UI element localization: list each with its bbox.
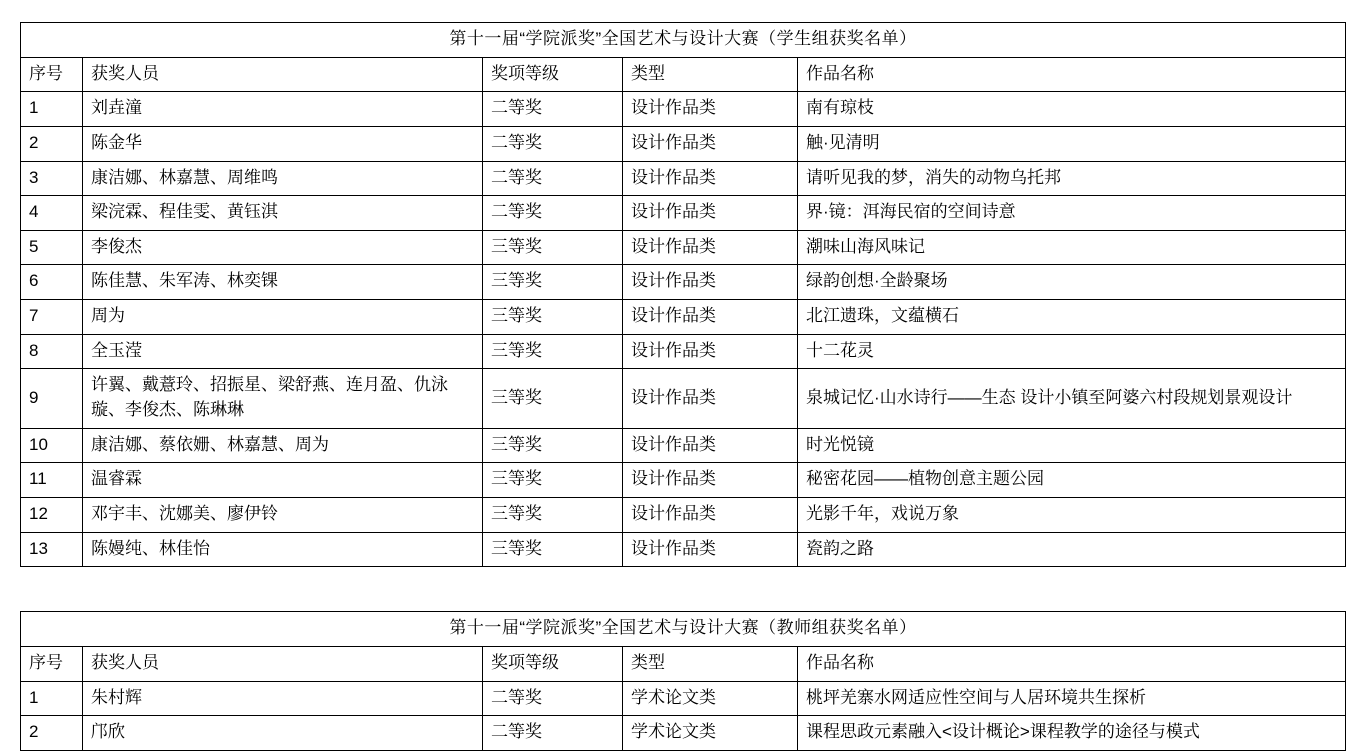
cell-no: 1 — [21, 681, 83, 716]
table-title: 第十一届“学院派奖”全国艺术与设计大赛（教师组获奖名单） — [21, 612, 1346, 647]
cell-no: 1 — [21, 92, 83, 127]
cell-level: 三等奖 — [483, 369, 623, 428]
cell-no: 4 — [21, 196, 83, 231]
cell-no: 2 — [21, 716, 83, 751]
table-row — [21, 716, 1346, 751]
cell-type: 设计作品类 — [623, 497, 798, 532]
cell-work: 界·镜：洱海民宿的空间诗意 — [798, 196, 1346, 231]
cell-no: 9 — [21, 369, 83, 428]
cell-work: 光影千年，戏说万象 — [798, 497, 1346, 532]
cell-work: 泉城记忆·山水诗行——生态 设计小镇至阿婆六村段规划景观设计 — [798, 369, 1346, 428]
column-header-work: 作品名称 — [798, 57, 1346, 92]
cell-winner: 邝欣 — [83, 716, 483, 751]
cell-winner: 刘垚潼 — [83, 92, 483, 127]
cell-winner: 温睿霖 — [83, 463, 483, 498]
table-row — [21, 265, 1346, 300]
cell-work: 十二花灵 — [798, 334, 1346, 369]
cell-no: 12 — [21, 497, 83, 532]
cell-no: 7 — [21, 300, 83, 335]
cell-type: 设计作品类 — [623, 428, 798, 463]
table-header-row — [21, 646, 1346, 681]
cell-winner: 邓宇丰、沈娜美、廖伊铃 — [83, 497, 483, 532]
cell-level: 三等奖 — [483, 265, 623, 300]
cell-type: 设计作品类 — [623, 196, 798, 231]
table-title-row — [21, 23, 1346, 58]
cell-level: 二等奖 — [483, 92, 623, 127]
cell-winner: 康洁娜、蔡依姗、林嘉慧、周为 — [83, 428, 483, 463]
cell-winner: 梁浣霖、程佳雯、黄钰淇 — [83, 196, 483, 231]
cell-winner: 许翼、戴薏玲、招振星、梁舒燕、连月盈、仇泳璇、李俊杰、陈琳琳 — [83, 369, 483, 428]
table-row — [21, 681, 1346, 716]
cell-winner: 康洁娜、林嘉慧、周维鸣 — [83, 161, 483, 196]
cell-work: 课程思政元素融入<设计概论>课程教学的途径与模式 — [798, 716, 1346, 751]
cell-level: 二等奖 — [483, 681, 623, 716]
cell-winner: 陈嫚纯、林佳怡 — [83, 532, 483, 567]
cell-type: 设计作品类 — [623, 230, 798, 265]
column-header-work: 作品名称 — [798, 646, 1346, 681]
cell-winner: 陈金华 — [83, 126, 483, 161]
cell-work: 潮味山海风味记 — [798, 230, 1346, 265]
cell-level: 二等奖 — [483, 196, 623, 231]
cell-work: 秘密花园——植物创意主题公园 — [798, 463, 1346, 498]
cell-type: 学术论文类 — [623, 681, 798, 716]
column-header-type: 类型 — [623, 57, 798, 92]
table-row — [21, 126, 1346, 161]
cell-work: 触·见清明 — [798, 126, 1346, 161]
column-header-level: 奖项等级 — [483, 57, 623, 92]
cell-winner: 全玉滢 — [83, 334, 483, 369]
cell-type: 设计作品类 — [623, 126, 798, 161]
cell-type: 设计作品类 — [623, 265, 798, 300]
cell-type: 设计作品类 — [623, 463, 798, 498]
cell-winner: 朱村辉 — [83, 681, 483, 716]
column-header-winner: 获奖人员 — [83, 57, 483, 92]
teacher-award-table — [20, 611, 1346, 751]
cell-no: 8 — [21, 334, 83, 369]
table-row — [21, 230, 1346, 265]
cell-no: 11 — [21, 463, 83, 498]
cell-level: 三等奖 — [483, 230, 623, 265]
table-row — [21, 161, 1346, 196]
cell-work: 桃坪羌寨水网适应性空间与人居环境共生探析 — [798, 681, 1346, 716]
cell-work: 瓷韵之路 — [798, 532, 1346, 567]
table-gap — [20, 567, 1346, 611]
table-row — [21, 497, 1346, 532]
cell-level: 三等奖 — [483, 497, 623, 532]
cell-no: 5 — [21, 230, 83, 265]
cell-work: 南有琼枝 — [798, 92, 1346, 127]
cell-level: 三等奖 — [483, 428, 623, 463]
cell-work: 北江遗珠，文蕴横石 — [798, 300, 1346, 335]
cell-level: 二等奖 — [483, 716, 623, 751]
table-row — [21, 369, 1346, 428]
cell-type: 设计作品类 — [623, 532, 798, 567]
cell-type: 设计作品类 — [623, 369, 798, 428]
table-row — [21, 300, 1346, 335]
table-title-row — [21, 612, 1346, 647]
table-row — [21, 532, 1346, 567]
cell-work: 绿韵创想·全龄聚场 — [798, 265, 1346, 300]
cell-work: 时光悦镜 — [798, 428, 1346, 463]
cell-winner: 陈佳慧、朱军涛、林奕锞 — [83, 265, 483, 300]
cell-type: 学术论文类 — [623, 716, 798, 751]
cell-level: 二等奖 — [483, 126, 623, 161]
cell-no: 10 — [21, 428, 83, 463]
column-header-winner: 获奖人员 — [83, 646, 483, 681]
cell-level: 三等奖 — [483, 300, 623, 335]
cell-no: 13 — [21, 532, 83, 567]
cell-winner: 周为 — [83, 300, 483, 335]
column-header-no: 序号 — [21, 646, 83, 681]
cell-no: 3 — [21, 161, 83, 196]
cell-no: 6 — [21, 265, 83, 300]
column-header-no: 序号 — [21, 57, 83, 92]
student-award-table — [20, 22, 1346, 567]
table-row — [21, 463, 1346, 498]
table-row — [21, 428, 1346, 463]
cell-type: 设计作品类 — [623, 161, 798, 196]
cell-type: 设计作品类 — [623, 92, 798, 127]
cell-type: 设计作品类 — [623, 300, 798, 335]
table-row — [21, 196, 1346, 231]
table-row — [21, 334, 1346, 369]
table-row — [21, 92, 1346, 127]
cell-level: 三等奖 — [483, 334, 623, 369]
table-header-row — [21, 57, 1346, 92]
cell-no: 2 — [21, 126, 83, 161]
cell-level: 三等奖 — [483, 532, 623, 567]
cell-level: 三等奖 — [483, 463, 623, 498]
column-header-type: 类型 — [623, 646, 798, 681]
cell-level: 二等奖 — [483, 161, 623, 196]
table-title: 第十一届“学院派奖”全国艺术与设计大赛（学生组获奖名单） — [21, 23, 1346, 58]
cell-work: 请听见我的梦，消失的动物乌托邦 — [798, 161, 1346, 196]
cell-winner: 李俊杰 — [83, 230, 483, 265]
column-header-level: 奖项等级 — [483, 646, 623, 681]
cell-type: 设计作品类 — [623, 334, 798, 369]
